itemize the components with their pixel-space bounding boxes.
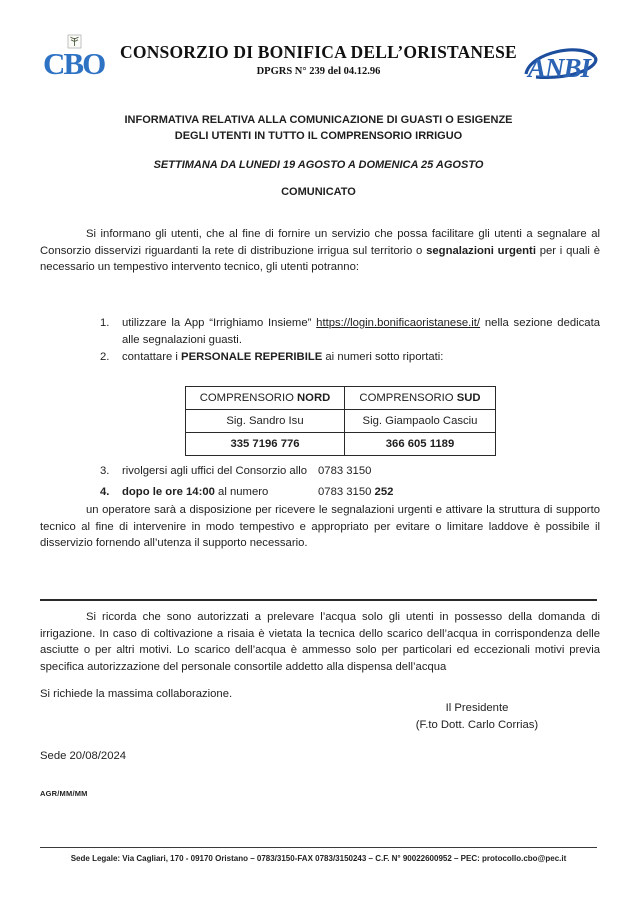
list-item-4 [100, 484, 600, 501]
subject-line1: INFORMATIVA RELATIVA ALLA COMUNICAZIONE DI GUASTI O ESIGENZE [124, 114, 513, 126]
org-subtitle: DPGRS N° 239 del 04.12.96 [256, 66, 381, 77]
signature-block [372, 700, 582, 734]
reference-code: AGR/MM/MM [40, 789, 88, 798]
item1-text-before: utilizzare la App “Irrighiamo Insieme” [122, 317, 317, 329]
nord-prefix: COMPRENSORIO [199, 392, 298, 404]
cell-phone-nord: 335 7196 776 [186, 433, 345, 456]
item2-bold: PERSONALE REPERIBILE [181, 351, 323, 363]
week-heading: SETTIMANA DA LUNEDI 19 AGOSTO A DOMENICA 25 AGOSTO [153, 159, 484, 171]
cell-comprensorio-sud [345, 387, 496, 410]
table-row-phones [186, 433, 496, 456]
list-number: 3. [100, 465, 110, 477]
notice-paragraph: Si ricorda che sono autorizzati a prelevare l’acqua solo gli utenti in possesso della domanda di irrigazione. In caso di coltivazione a risaia è vietata la tecnica dello scarico dell’acqua in corrispondenza delle asciutte o per altri motivi. Lo scarico dell’acqua è ammesso solo per particolari ed eccezionali motivi previa specifica autorizzazione del personale consortile addetto alla dispensa dell’acqua [40, 611, 600, 673]
footer: Sede Legale: Via Cagliari, 170 - 09170 Oristano – 0783/3150-FAX 0783/3150243 – C.F. N° 90022600952 – PEC: protocollo.cbo@pec.it [40, 847, 597, 863]
subject-heading [0, 112, 637, 144]
signature-role: Il Presidente [445, 702, 509, 714]
app-login-link[interactable]: https://login.bonificaoristanese.it/ [316, 317, 481, 329]
list-number: 1. [100, 317, 110, 329]
list-item-3 [100, 463, 600, 480]
item3-phone: 0783 3150 [318, 465, 372, 477]
item4-phone [318, 484, 393, 501]
cell-name-sud: Sig. Giampaolo Casciu [345, 410, 496, 433]
cell-comprensorio-nord [186, 387, 345, 410]
intro-paragraph [40, 226, 600, 276]
list-number: 4. [100, 486, 110, 498]
nord-bold: NORD [297, 392, 331, 404]
intro-text-1: Si informano gli utenti, che al fine di fornire un servizio che possa facilitare gli utenti a segnalare al Consorzio disservizi riguardanti la rete di distribuzione irrigua sul territorio o [40, 228, 600, 257]
comunicato-heading: COMUNICATO [281, 186, 356, 198]
intro-bold: segnalazioni urgenti [426, 244, 536, 257]
item1-text-after: nella sezione dedicata alle segnalazioni guasti. [122, 317, 601, 346]
cell-phone-sud: 366 605 1189 [345, 433, 496, 456]
item4-text [122, 484, 318, 501]
anbi-logo-icon [522, 40, 604, 90]
section-divider [40, 599, 597, 601]
list-item-1-text [122, 315, 600, 348]
org-title: CONSORZIO DI BONIFICA DELL’ORISTANESE [120, 42, 517, 62]
signature-name: (F.to Dott. Carlo Corrias) [415, 719, 539, 731]
item2-text-after: ai numeri sotto riportati: [322, 351, 444, 363]
cell-name-nord: Sig. Sandro Isu [186, 410, 345, 433]
item3-text: rivolgersi agli uffici del Consorzio allo [122, 465, 308, 477]
date-line: Sede 20/08/2024 [40, 750, 127, 762]
intro-text-2: per i quali è necessario un tempestivo intervento tecnico, gli utenti potranno: [40, 244, 600, 273]
svg-text:ANBI: ANBI [528, 53, 591, 83]
closing-line: Si richiede la massima collaborazione. [40, 688, 233, 700]
list-item-2 [100, 349, 600, 366]
anbi-logo [522, 40, 604, 93]
contacts-table [185, 386, 496, 456]
list-number: 2. [100, 351, 110, 363]
svg-text:CBO: CBO [43, 46, 105, 80]
list-item-1 [100, 315, 600, 348]
sud-prefix: COMPRENSORIO [359, 392, 457, 404]
table-row-header [186, 387, 496, 410]
subject-line2: DEGLI UTENTI IN TUTTO IL COMPRENSORIO IRRIGUO [174, 130, 463, 142]
item4-bold: dopo le ore 14:00 [122, 486, 215, 498]
item4-phone-ext: 252 [374, 486, 394, 498]
item4-text-rest: al numero [214, 486, 269, 498]
table-row-names [186, 410, 496, 433]
list-item-2-text [122, 349, 600, 366]
item4-phone-base: 0783 3150 [318, 486, 375, 498]
operator-paragraph: un operatore sarà a disposizione per ricevere le segnalazioni urgenti e attivare la struttura di supporto tecnico al fine di intervenire in modo tempestivo e appropriato per evitare o limitare laddove è possibile il disservizio fornendo all’utenza il supporto necessario. [40, 504, 600, 549]
sud-bold: SUD [456, 392, 481, 404]
item2-text-before: contattare i [122, 351, 182, 363]
